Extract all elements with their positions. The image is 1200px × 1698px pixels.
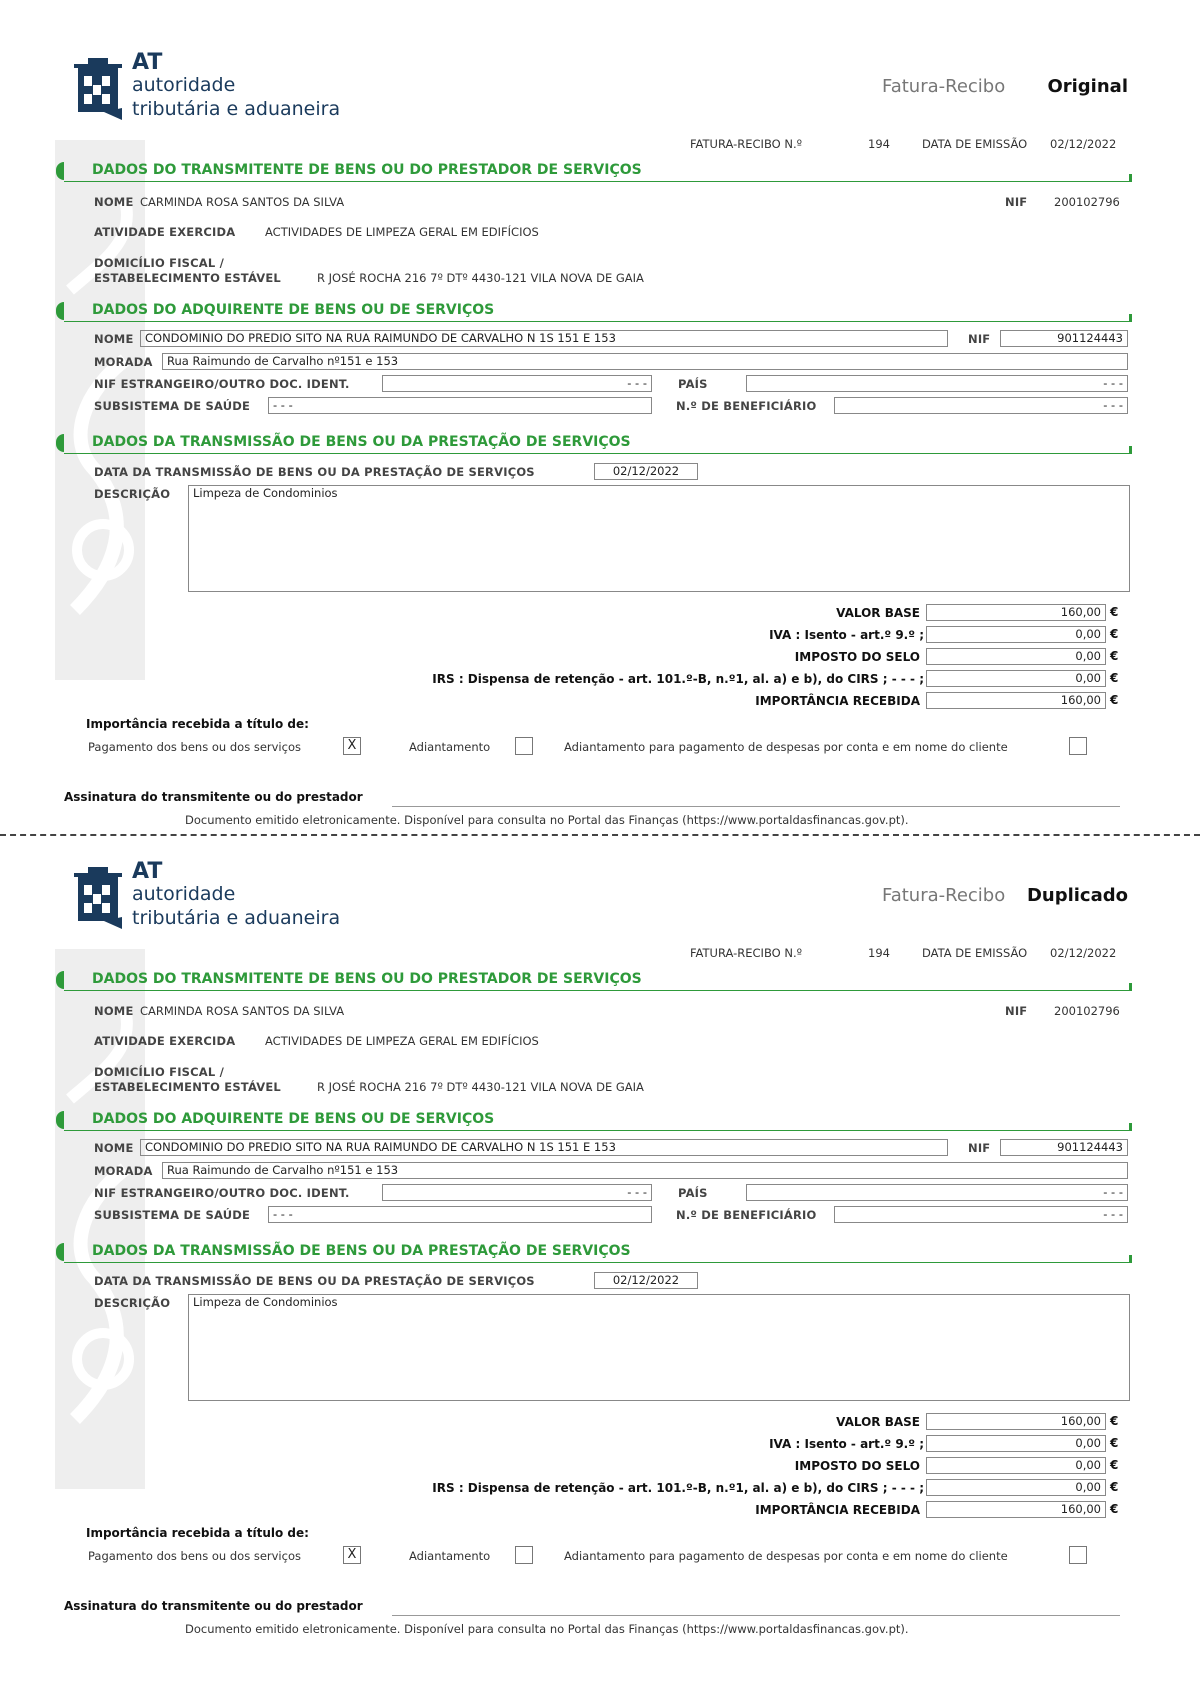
payment-opt3-checkbox[interactable] bbox=[1069, 737, 1087, 755]
service-date-field: 02/12/2022 bbox=[594, 463, 698, 480]
cut-line bbox=[0, 834, 1200, 836]
buyer-beneficiary-field: - - - bbox=[834, 1206, 1128, 1223]
receipt-copy-duplicado bbox=[0, 809, 1200, 1636]
received-field: 160,00 bbox=[926, 1501, 1106, 1518]
buyer-section-title: DADOS DO ADQUIRENTE DE BENS OU DE SERVIÇOS bbox=[92, 1111, 495, 1127]
service-desc-field: Limpeza de Condominios bbox=[188, 1294, 1130, 1401]
service-desc-label: DESCRIÇÃO bbox=[94, 487, 171, 501]
service-section-title: DADOS DA TRANSMISSÃO DE BENS OU DA PRESTAÇÃO DE SERVIÇOS bbox=[92, 1243, 631, 1259]
buyer-nif-field: 901124443 bbox=[1000, 330, 1128, 347]
base-field: 160,00 bbox=[926, 1413, 1106, 1430]
buyer-health-field: - - - bbox=[268, 1206, 652, 1223]
issuer-name-label: NOME bbox=[94, 195, 134, 209]
invoice-number: 194 bbox=[868, 137, 890, 151]
issuer-section-header bbox=[56, 969, 1132, 991]
payment-opt1-label: Pagamento dos bens ou dos serviços bbox=[88, 1549, 301, 1563]
payment-opt3-label: Adiantamento para pagamento de despesas por conta e em nome do cliente bbox=[564, 1549, 1008, 1563]
issuer-nif: 200102796 bbox=[1054, 195, 1120, 209]
issuer-activity-label: ATIVIDADE EXERCIDA bbox=[94, 225, 236, 239]
service-date-label: DATA DA TRANSMISSÃO DE BENS OU DA PRESTAÇÃO DE SERVIÇOS bbox=[94, 465, 535, 479]
issuer-address-label-2: ESTABELECIMENTO ESTÁVEL bbox=[94, 271, 281, 285]
stamp-label: IMPOSTO DO SELO bbox=[794, 1459, 920, 1473]
receipt-copy-original bbox=[0, 0, 1200, 827]
invoice-number: 194 bbox=[868, 946, 890, 960]
signature-label: Assinatura do transmitente ou do prestador bbox=[64, 790, 363, 804]
stamp-field: 0,00 bbox=[926, 648, 1106, 665]
payment-title: Importância recebida a título de: bbox=[86, 1526, 309, 1540]
issue-date-label: DATA DE EMISSÃO bbox=[922, 946, 1028, 960]
buyer-section-title: DADOS DO ADQUIRENTE DE BENS OU DE SERVIÇOS bbox=[92, 302, 495, 318]
issuer-activity: ACTIVIDADES DE LIMPEZA GERAL EM EDIFÍCIOS bbox=[265, 1034, 539, 1048]
received-label: IMPORTÂNCIA RECEBIDA bbox=[755, 694, 920, 708]
buyer-address-label: MORADA bbox=[94, 1164, 153, 1178]
base-currency: € bbox=[1110, 1414, 1119, 1428]
coat-of-arms-icon bbox=[74, 867, 124, 929]
signature-line bbox=[392, 806, 1120, 807]
logo-line-1: autoridade bbox=[132, 883, 236, 905]
iva-label: IVA : Isento - art.º 9.º ; bbox=[769, 1437, 924, 1451]
buyer-country-label: PAÍS bbox=[678, 377, 708, 391]
buyer-section-header bbox=[56, 1109, 1132, 1131]
stamp-field: 0,00 bbox=[926, 1457, 1106, 1474]
buyer-country-field: - - - bbox=[746, 1184, 1128, 1201]
buyer-nif-label: NIF bbox=[968, 1141, 991, 1155]
issue-date: 02/12/2022 bbox=[1050, 137, 1117, 151]
issuer-address: R JOSÉ ROCHA 216 7º DTº 4430-121 VILA NOVA DE GAIA bbox=[317, 1080, 644, 1094]
doc-type: Fatura-Recibo bbox=[882, 76, 1006, 97]
copy-label: Duplicado bbox=[1026, 885, 1128, 906]
buyer-country-field: - - - bbox=[746, 375, 1128, 392]
iva-currency: € bbox=[1110, 1436, 1119, 1450]
irs-label: IRS : Dispensa de retenção - art. 101.º-B, n.º1, al. a) e b), do CIRS ; - - - ; bbox=[432, 672, 924, 686]
buyer-address-field: Rua Raimundo de Carvalho nº151 e 153 bbox=[162, 1162, 1128, 1179]
buyer-beneficiary-field: - - - bbox=[834, 397, 1128, 414]
iva-currency: € bbox=[1110, 627, 1119, 641]
buyer-foreign-label: NIF ESTRANGEIRO/OUTRO DOC. IDENT. bbox=[94, 1186, 350, 1200]
irs-currency: € bbox=[1110, 1480, 1119, 1494]
issuer-name: CARMINDA ROSA SANTOS DA SILVA bbox=[140, 1004, 345, 1018]
buyer-nif-label: NIF bbox=[968, 332, 991, 346]
base-currency: € bbox=[1110, 605, 1119, 619]
irs-currency: € bbox=[1110, 671, 1119, 685]
logo-short: AT bbox=[132, 859, 163, 884]
logo-line-2: tributária e aduaneira bbox=[132, 907, 341, 929]
service-desc-field: Limpeza de Condominios bbox=[188, 485, 1130, 592]
copy-label: Original bbox=[1047, 76, 1128, 97]
issuer-nif-label: NIF bbox=[1005, 195, 1028, 209]
buyer-name-field: CONDOMINIO DO PREDIO SITO NA RUA RAIMUNDO DE CARVALHO N 1S 151 E 153 bbox=[140, 330, 948, 347]
buyer-beneficiary-label: N.º DE BENEFICIÁRIO bbox=[676, 399, 817, 413]
logo-short: AT bbox=[132, 50, 163, 75]
base-label: VALOR BASE bbox=[836, 1415, 920, 1429]
issuer-section-title: DADOS DO TRANSMITENTE DE BENS OU DO PRESTADOR DE SERVIÇOS bbox=[92, 971, 642, 987]
received-field: 160,00 bbox=[926, 692, 1106, 709]
service-section-header bbox=[56, 1241, 1132, 1263]
base-label: VALOR BASE bbox=[836, 606, 920, 620]
service-section-title: DADOS DA TRANSMISSÃO DE BENS OU DA PRESTAÇÃO DE SERVIÇOS bbox=[92, 434, 631, 450]
issuer-address-label-1: DOMICÍLIO FISCAL / bbox=[94, 1065, 225, 1079]
signature-line bbox=[392, 1615, 1120, 1616]
payment-opt3-checkbox[interactable] bbox=[1069, 1546, 1087, 1564]
at-logo bbox=[74, 857, 364, 937]
coat-of-arms-icon bbox=[74, 58, 124, 120]
buyer-beneficiary-label: N.º DE BENEFICIÁRIO bbox=[676, 1208, 817, 1222]
payment-opt1-checkbox[interactable]: X bbox=[343, 1546, 361, 1564]
signature-label: Assinatura do transmitente ou do prestador bbox=[64, 1599, 363, 1613]
iva-field: 0,00 bbox=[926, 1435, 1106, 1452]
stamp-currency: € bbox=[1110, 649, 1119, 663]
payment-opt3-label: Adiantamento para pagamento de despesas por conta e em nome do cliente bbox=[564, 740, 1008, 754]
payment-opt2-checkbox[interactable] bbox=[515, 1546, 533, 1564]
issuer-section-header bbox=[56, 160, 1132, 182]
service-date-field: 02/12/2022 bbox=[594, 1272, 698, 1289]
issuer-section-title: DADOS DO TRANSMITENTE DE BENS OU DO PRESTADOR DE SERVIÇOS bbox=[92, 162, 642, 178]
invoice-number-label: FATURA-RECIBO N.º bbox=[690, 946, 803, 960]
iva-label: IVA : Isento - art.º 9.º ; bbox=[769, 628, 924, 642]
electronic-notice: Documento emitido eletronicamente. Disponível para consulta no Portal das Finanças (https://www.portaldasfinancas.gov.pt). bbox=[185, 813, 909, 827]
payment-opt1-checkbox[interactable]: X bbox=[343, 737, 361, 755]
issuer-nif: 200102796 bbox=[1054, 1004, 1120, 1018]
invoice-number-label: FATURA-RECIBO N.º bbox=[690, 137, 803, 151]
buyer-name-field: CONDOMINIO DO PREDIO SITO NA RUA RAIMUNDO DE CARVALHO N 1S 151 E 153 bbox=[140, 1139, 948, 1156]
buyer-health-field: - - - bbox=[268, 397, 652, 414]
buyer-name-label: NOME bbox=[94, 332, 134, 346]
issuer-activity-label: ATIVIDADE EXERCIDA bbox=[94, 1034, 236, 1048]
buyer-section-header bbox=[56, 300, 1132, 322]
buyer-foreign-field: - - - bbox=[382, 1184, 652, 1201]
payment-opt2-label: Adiantamento bbox=[409, 1549, 491, 1563]
received-currency: € bbox=[1110, 1502, 1119, 1516]
issuer-name: CARMINDA ROSA SANTOS DA SILVA bbox=[140, 195, 345, 209]
payment-opt1-label: Pagamento dos bens ou dos serviços bbox=[88, 740, 301, 754]
received-currency: € bbox=[1110, 693, 1119, 707]
issuer-address-label-1: DOMICÍLIO FISCAL / bbox=[94, 256, 225, 270]
buyer-foreign-label: NIF ESTRANGEIRO/OUTRO DOC. IDENT. bbox=[94, 377, 350, 391]
buyer-address-field: Rua Raimundo de Carvalho nº151 e 153 bbox=[162, 353, 1128, 370]
payment-title: Importância recebida a título de: bbox=[86, 717, 309, 731]
stamp-label: IMPOSTO DO SELO bbox=[794, 650, 920, 664]
logo-line-1: autoridade bbox=[132, 74, 236, 96]
irs-field: 0,00 bbox=[926, 1479, 1106, 1496]
service-date-label: DATA DA TRANSMISSÃO DE BENS OU DA PRESTAÇÃO DE SERVIÇOS bbox=[94, 1274, 535, 1288]
payment-opt2-checkbox[interactable] bbox=[515, 737, 533, 755]
electronic-notice: Documento emitido eletronicamente. Disponível para consulta no Portal das Finanças (https://www.portaldasfinancas.gov.pt). bbox=[185, 1622, 909, 1636]
issuer-nif-label: NIF bbox=[1005, 1004, 1028, 1018]
logo-line-2: tributária e aduaneira bbox=[132, 98, 341, 120]
iva-field: 0,00 bbox=[926, 626, 1106, 643]
buyer-address-label: MORADA bbox=[94, 355, 153, 369]
irs-field: 0,00 bbox=[926, 670, 1106, 687]
buyer-country-label: PAÍS bbox=[678, 1186, 708, 1200]
payment-opt2-label: Adiantamento bbox=[409, 740, 491, 754]
issue-date: 02/12/2022 bbox=[1050, 946, 1117, 960]
issuer-address: R JOSÉ ROCHA 216 7º DTº 4430-121 VILA NOVA DE GAIA bbox=[317, 271, 644, 285]
doc-type: Fatura-Recibo bbox=[882, 885, 1006, 906]
at-logo bbox=[74, 48, 364, 128]
buyer-nif-field: 901124443 bbox=[1000, 1139, 1128, 1156]
received-label: IMPORTÂNCIA RECEBIDA bbox=[755, 1503, 920, 1517]
issuer-activity: ACTIVIDADES DE LIMPEZA GERAL EM EDIFÍCIOS bbox=[265, 225, 539, 239]
issuer-name-label: NOME bbox=[94, 1004, 134, 1018]
stamp-currency: € bbox=[1110, 1458, 1119, 1472]
irs-label: IRS : Dispensa de retenção - art. 101.º-B, n.º1, al. a) e b), do CIRS ; - - - ; bbox=[432, 1481, 924, 1495]
buyer-health-label: SUBSISTEMA DE SAÚDE bbox=[94, 399, 251, 413]
issue-date-label: DATA DE EMISSÃO bbox=[922, 137, 1028, 151]
issuer-address-label-2: ESTABELECIMENTO ESTÁVEL bbox=[94, 1080, 281, 1094]
buyer-health-label: SUBSISTEMA DE SAÚDE bbox=[94, 1208, 251, 1222]
buyer-name-label: NOME bbox=[94, 1141, 134, 1155]
service-desc-label: DESCRIÇÃO bbox=[94, 1296, 171, 1310]
service-section-header bbox=[56, 432, 1132, 454]
buyer-foreign-field: - - - bbox=[382, 375, 652, 392]
base-field: 160,00 bbox=[926, 604, 1106, 621]
